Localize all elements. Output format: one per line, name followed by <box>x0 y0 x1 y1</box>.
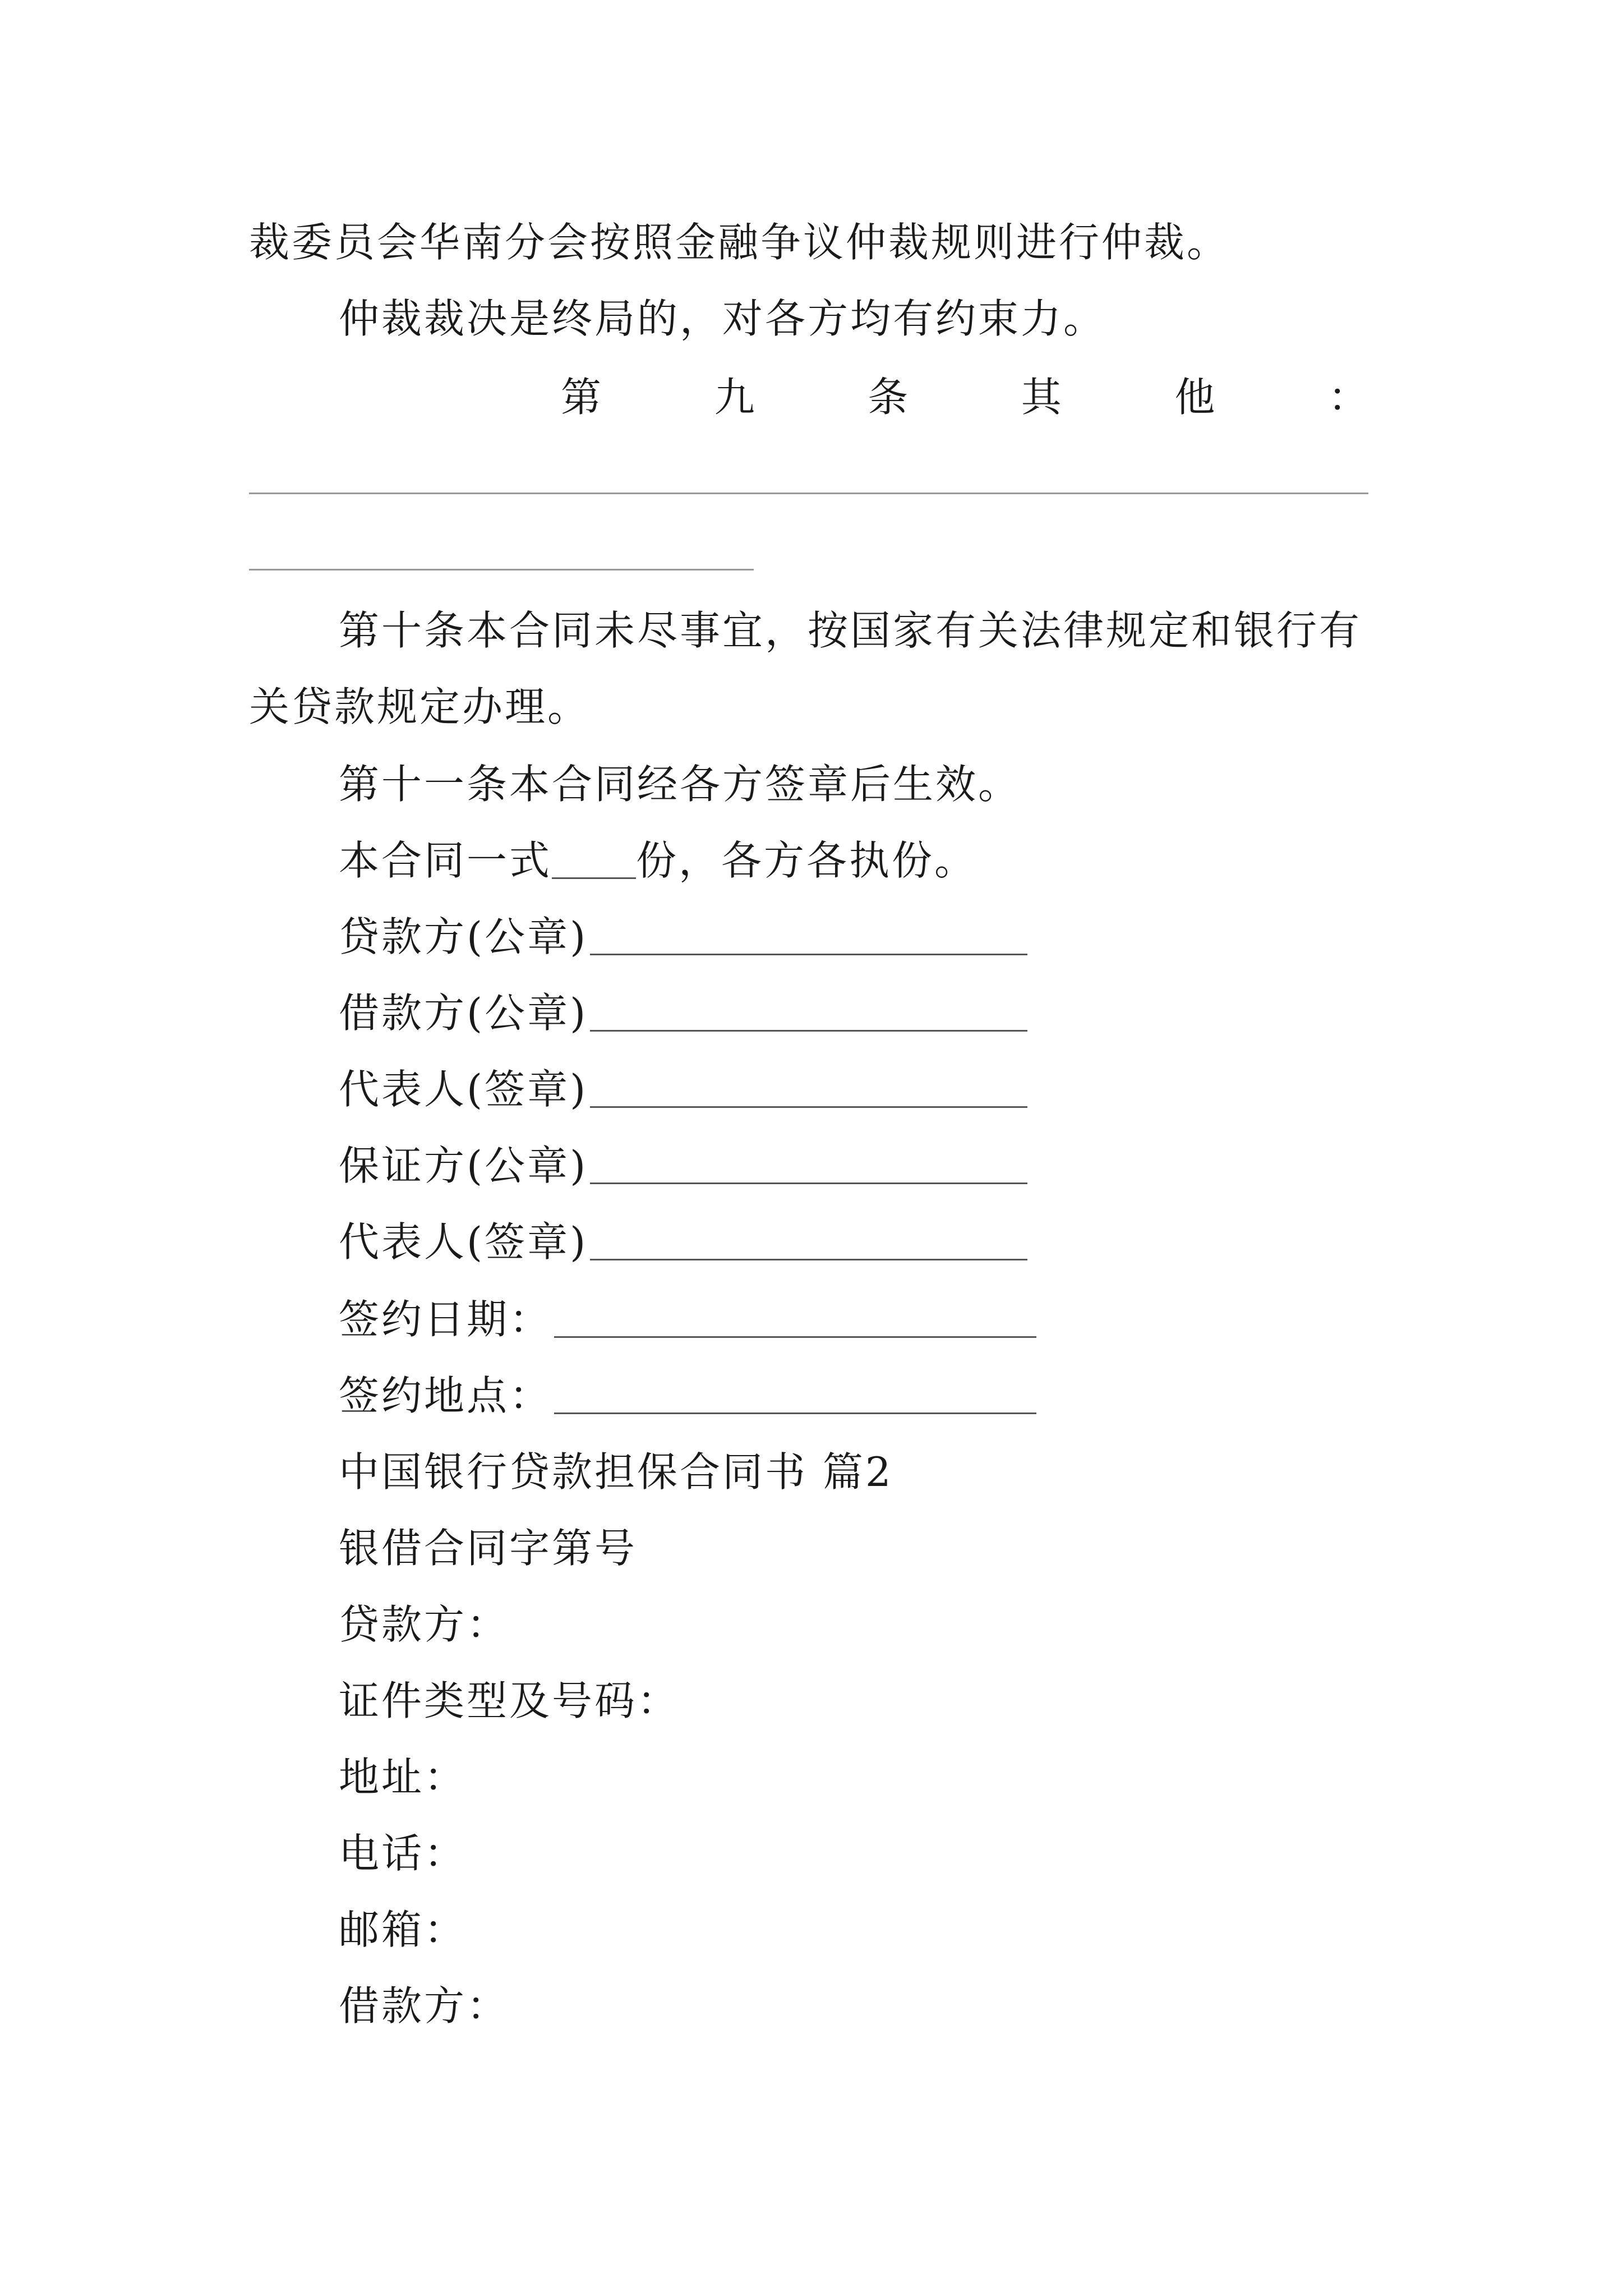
lender-field: 贷款方： <box>339 1601 510 1648</box>
representative-sign-label: 代表人(签章) <box>339 1218 588 1266</box>
borrower-field: 借款方： <box>339 1982 510 2030</box>
representative-sign-label: 代表人(签章) <box>339 1066 588 1113</box>
guarantor-seal-label: 保证方(公章) <box>339 1142 588 1189</box>
article-11: 第十一条本合同经各方签章后生效。 <box>339 761 1021 808</box>
borrower-seal-label: 借款方(公章) <box>339 990 588 1037</box>
representative-sign-blank <box>590 1106 1027 1108</box>
paragraph-arbitration-final: 仲裁裁决是终局的，对各方均有约束力。 <box>339 295 1106 342</box>
contract-number: 银借合同字第号 <box>339 1525 638 1572</box>
borrower-seal-line <box>339 986 1027 1040</box>
lender-seal-line <box>339 910 1027 964</box>
lender-seal-blank <box>590 953 1027 955</box>
phone-field: 电话： <box>339 1830 467 1877</box>
guarantor-seal-blank <box>590 1182 1027 1184</box>
article-9-char: 条 <box>868 374 909 421</box>
representative-sign-line-2 <box>339 1215 1027 1269</box>
fill-line-short <box>249 569 754 570</box>
guarantor-seal-line <box>339 1139 1027 1193</box>
sign-place-label: 签约地点： <box>339 1372 552 1419</box>
address-field: 地址： <box>339 1754 467 1801</box>
copies-prefix: 本合同一式 <box>339 837 552 884</box>
article-9-char: 第 <box>561 374 602 421</box>
article-10-line-2: 关贷款规定办理。 <box>249 683 591 730</box>
lender-seal-label: 贷款方(公章) <box>339 913 588 960</box>
article-9-char: 他 <box>1174 374 1215 421</box>
section-title-2: 中国银行贷款担保合同书 篇2 <box>339 1448 893 1496</box>
sign-place-blank <box>554 1412 1036 1414</box>
paragraph-arbitration-end: 裁委员会华南分会按照金融争议仲裁规则进行仲裁。 <box>249 219 1230 266</box>
copies-blank <box>552 877 636 879</box>
article-9-char: 其 <box>1021 374 1062 421</box>
borrower-seal-blank <box>590 1029 1027 1032</box>
article-9-char: ： <box>1327 374 1368 421</box>
fill-line-long <box>249 493 1368 494</box>
copies-suffix: 份，各方各执份。 <box>636 837 978 884</box>
sign-date-label: 签约日期： <box>339 1296 552 1343</box>
representative-sign-line-1 <box>339 1062 1027 1116</box>
email-field: 邮箱： <box>339 1906 467 1953</box>
article-9-heading <box>561 370 1368 424</box>
id-type-field: 证件类型及号码： <box>339 1677 680 1724</box>
copies-line <box>339 834 977 887</box>
representative-sign-blank <box>590 1258 1027 1260</box>
article-10-line-1: 第十条本合同未尽事宜，按国家有关法律规定和银行有 <box>339 607 1362 654</box>
sign-place-line <box>339 1369 1036 1423</box>
sign-date-line <box>339 1292 1036 1346</box>
article-9-char: 九 <box>714 374 755 421</box>
sign-date-blank <box>554 1336 1036 1338</box>
